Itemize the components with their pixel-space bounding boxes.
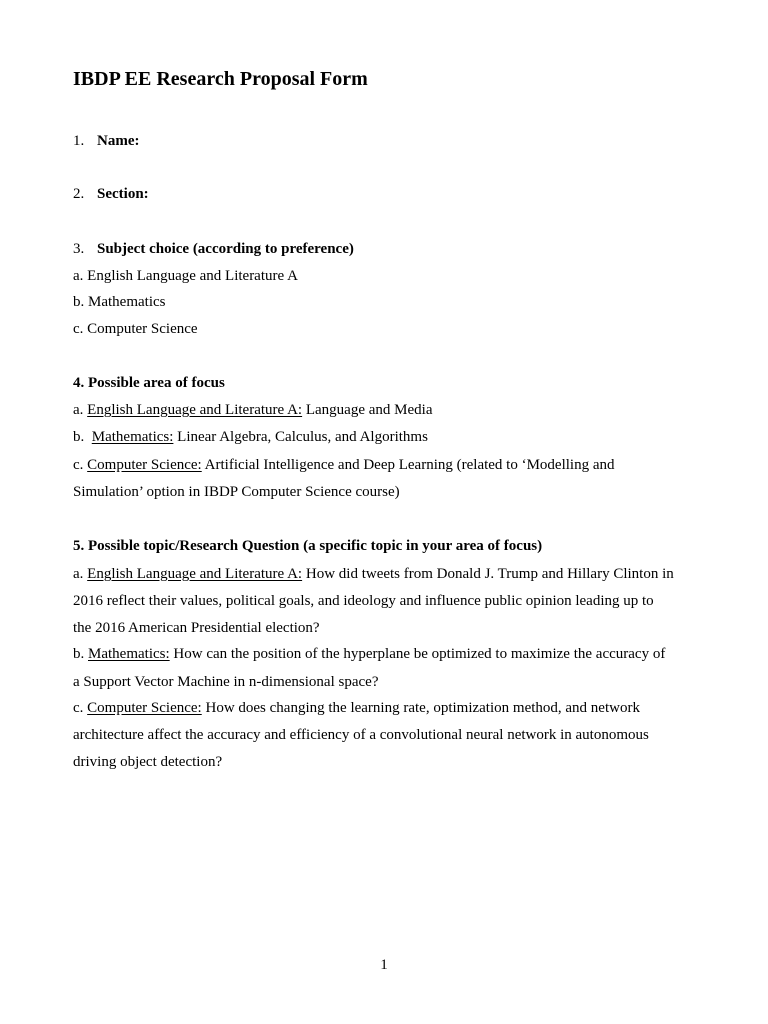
- question-2-number: 2.: [73, 186, 85, 202]
- topic-b-text: How can the position of the hyperplane be optimized to maximize the accuracy of: [169, 646, 666, 662]
- topic-item-c-continued-2: driving object detection?: [73, 754, 223, 770]
- focus-c-subject: Computer Science:: [87, 457, 202, 473]
- question-1-number: 1.: [73, 133, 85, 149]
- focus-c-prefix: c.: [73, 457, 88, 473]
- question-3-number: 3.: [73, 241, 85, 257]
- focus-item-c: [73, 455, 615, 475]
- focus-b-subject: Mathematics:: [91, 429, 174, 445]
- topic-b-subject: Mathematics:: [88, 646, 170, 662]
- question-5-heading: 5. Possible topic/Research Question (a specific topic in your area of focus): [73, 538, 543, 554]
- topic-a-text: How did tweets from Donald J. Trump and Hillary Clinton in: [302, 566, 674, 582]
- focus-item-c-continued: Simulation’ option in IBDP Computer Science course): [73, 484, 400, 500]
- topic-c-prefix: c.: [73, 700, 88, 716]
- topic-item-a-continued-1: 2016 reflect their values, political goals, and ideology and influence public opinion leading up to: [73, 593, 654, 609]
- topic-item-b: [73, 644, 665, 664]
- topic-c-text: How does changing the learning rate, optimization method, and network: [201, 700, 640, 716]
- focus-item-b: [73, 427, 428, 447]
- question-1-label: Name:: [97, 133, 140, 149]
- topic-item-a-continued-2: the 2016 American Presidential election?: [73, 620, 320, 636]
- page-number: 1: [380, 957, 388, 973]
- page-title: IBDP EE Research Proposal Form: [73, 68, 368, 90]
- question-3-label: Subject choice (according to preference): [97, 241, 354, 257]
- topic-a-subject: English Language and Literature A:: [87, 566, 303, 582]
- question-3: [73, 239, 354, 259]
- focus-b-prefix: b.: [73, 429, 92, 445]
- question-4-heading: 4. Possible area of focus: [73, 375, 225, 391]
- topic-item-a: [73, 564, 674, 584]
- focus-c-text: Artificial Intelligence and Deep Learning (related to ‘Modelling and: [201, 457, 615, 473]
- subject-choice-c: c. Computer Science: [73, 321, 198, 337]
- subject-choice-a: a. English Language and Literature A: [73, 268, 298, 284]
- topic-item-c: [73, 698, 640, 718]
- subject-choice-b: b. Mathematics: [73, 294, 166, 310]
- focus-item-a: [73, 400, 432, 420]
- question-2-label: Section:: [97, 186, 149, 202]
- topic-a-prefix: a.: [73, 566, 88, 582]
- topic-b-prefix: b.: [73, 646, 88, 662]
- topic-c-subject: Computer Science:: [87, 700, 202, 716]
- focus-b-text: Linear Algebra, Calculus, and Algorithms: [173, 429, 428, 445]
- topic-item-c-continued-1: architecture affect the accuracy and efficiency of a convolutional neural network in autonomous: [73, 727, 649, 743]
- focus-a-subject: English Language and Literature A:: [87, 402, 303, 418]
- focus-a-text: Language and Media: [302, 402, 433, 418]
- topic-item-b-continued: a Support Vector Machine in n-dimensional space?: [73, 674, 379, 690]
- focus-a-prefix: a.: [73, 402, 88, 418]
- question-2: [73, 184, 149, 204]
- question-1: [73, 131, 139, 151]
